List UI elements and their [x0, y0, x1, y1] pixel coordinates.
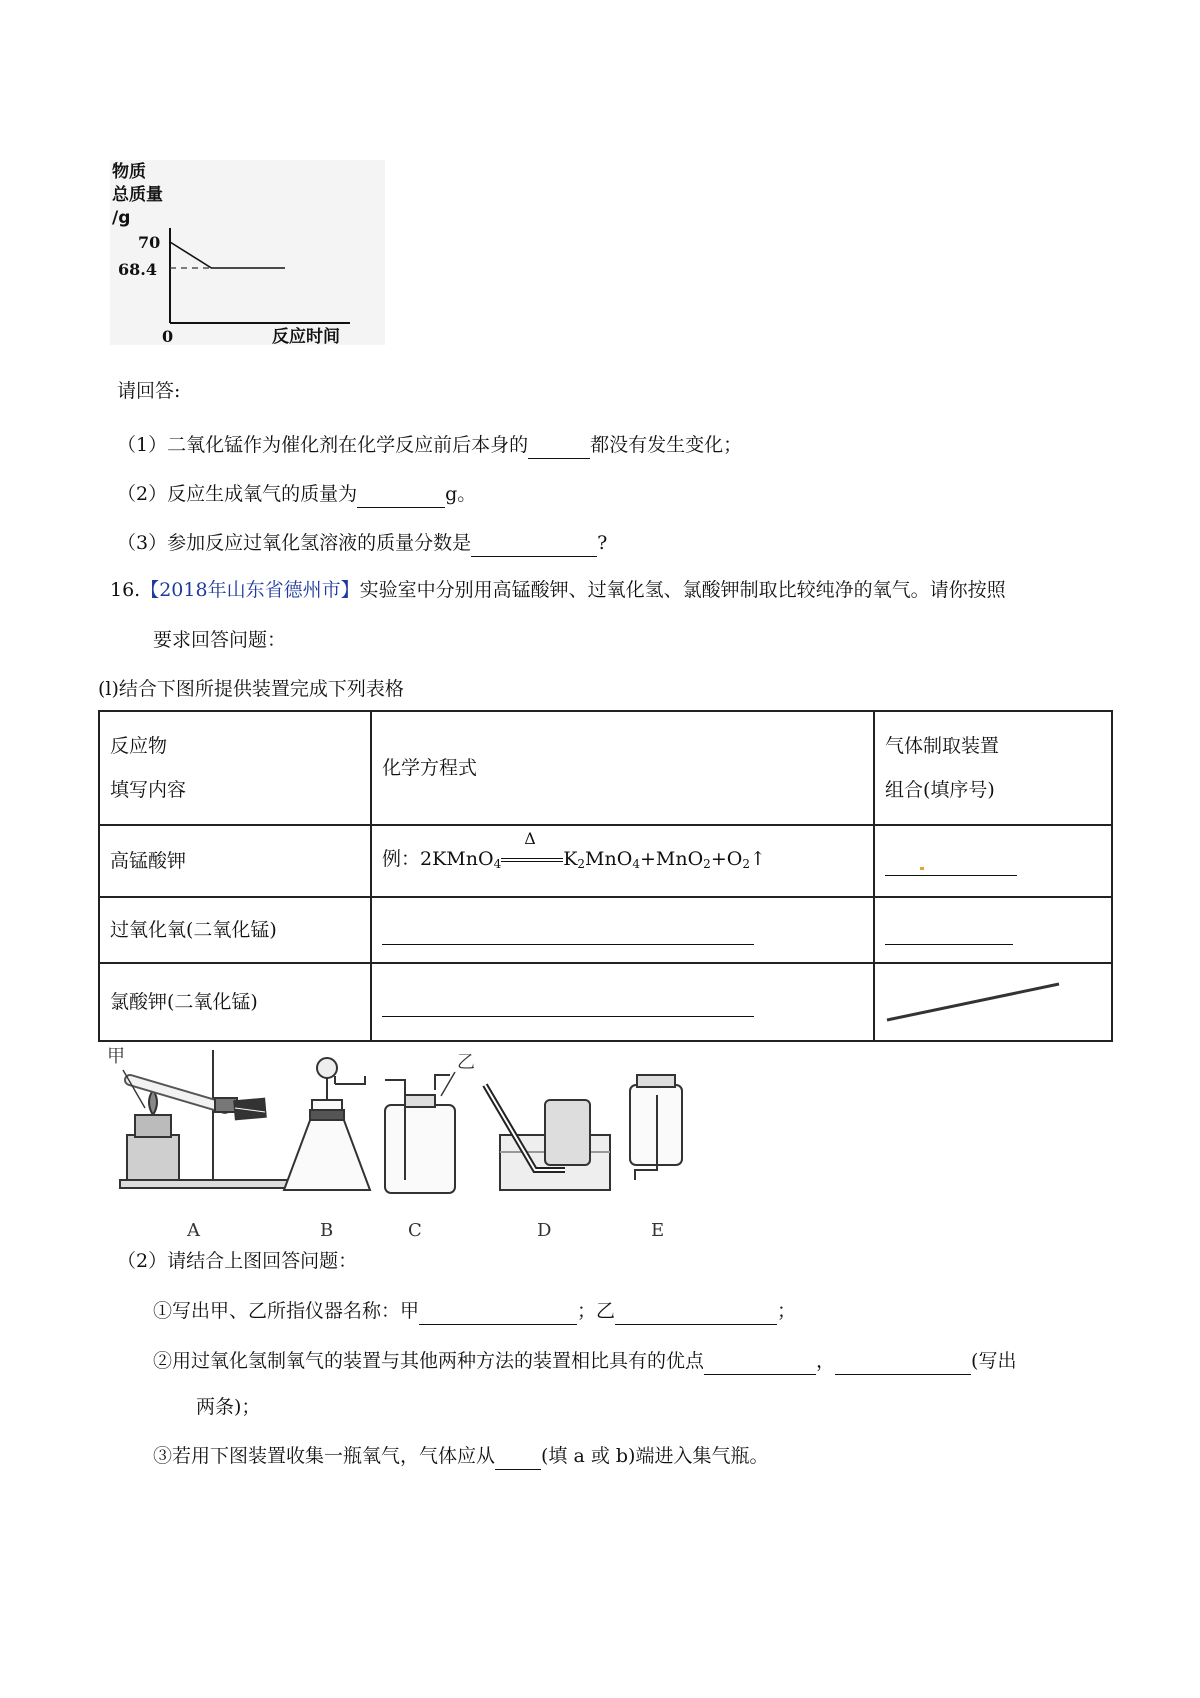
row1-eq-prefix: 例：2KMnO	[382, 847, 494, 870]
answer-blank-1[interactable]	[528, 432, 590, 459]
answer-blank-2[interactable]	[357, 481, 445, 508]
question-16-number: 16.	[110, 579, 141, 601]
question-3-tail: ?	[597, 532, 608, 554]
row1-reactant: 高锰酸钾	[99, 825, 371, 897]
header-apparatus	[874, 711, 1112, 825]
row1-eq-sub: 2	[577, 856, 586, 871]
label-d: D	[537, 1220, 552, 1240]
question-2-text: （2）反应生成氧气的质量为	[117, 483, 358, 505]
answer-blank-ab[interactable]	[495, 1443, 541, 1470]
question-2	[117, 481, 476, 508]
lab-apparatus-figure	[105, 1040, 805, 1240]
apparatus-d	[485, 1085, 610, 1190]
question-2-2-text: ②用过氧化氢制氧气的装置与其他两种方法的装置相比具有的优点	[153, 1350, 705, 1372]
chart-ylabel-line3: /g	[112, 208, 131, 228]
apparatus-b	[284, 1058, 370, 1190]
question-2-2-line2: 两条)；	[196, 1396, 261, 1418]
row2-apparatus-cell	[874, 897, 1112, 963]
chart-origin-label: 0	[162, 327, 174, 345]
part-2-heading: （2）请结合上图回答问题：	[117, 1250, 358, 1272]
row2-equation-blank[interactable]	[382, 918, 754, 945]
table-row	[99, 825, 1112, 897]
question-2-1-tail: ；	[777, 1300, 797, 1322]
row1-eq-plus-mno: +MnO	[639, 847, 704, 870]
chart-ylabel-line1: 物质	[112, 162, 146, 182]
row1-eq-k: K	[563, 847, 578, 870]
row1-eq-sub: 2	[742, 856, 750, 871]
part-1-heading: (l)结合下图所提供装置完成下列表格	[98, 678, 404, 700]
table-row	[99, 963, 1112, 1041]
question-3-text: （3）参加反应过氧化氢溶液的质量分数是	[117, 532, 472, 554]
question-2-2-tail: (写出	[971, 1350, 1017, 1372]
label-jia: 甲	[107, 1046, 125, 1067]
row3-reactant: 氯酸钾(二氧化锰)	[99, 963, 371, 1041]
question-2-3-text: ③若用下图装置收集一瓶氧气，气体应从	[153, 1445, 496, 1467]
row2-reactant: 过氧化氧(二氧化锰)	[99, 897, 371, 963]
question-2-tail: g。	[445, 483, 477, 505]
question-2-3-tail: (填 a 或 b)端进入集气瓶。	[541, 1445, 769, 1467]
chart-xlabel: 反应时间	[272, 327, 340, 345]
header-reactant-line1: 反应物	[110, 735, 168, 757]
apparatus-c	[385, 1075, 455, 1193]
question-16-text: 实验室中分别用高锰酸钾、过氧化氢、氯酸钾制取比较纯净的氧气。请你按照	[359, 579, 1006, 601]
question-2-2-mid: ，	[816, 1350, 836, 1372]
row2-apparatus-blank[interactable]	[885, 918, 1013, 945]
question-16-text-line2: 要求回答问题：	[153, 629, 287, 651]
row1-apparatus-blank[interactable]	[885, 849, 1017, 876]
label-c: C	[408, 1220, 422, 1240]
header-equation: 化学方程式	[371, 711, 874, 825]
orange-dot	[920, 867, 924, 870]
intro-text: 请回答:	[117, 380, 181, 402]
row3-apparatus-cell	[874, 963, 1112, 1041]
label-yi: 乙	[457, 1052, 475, 1073]
apparatus-e	[630, 1075, 682, 1180]
answer-blank-3[interactable]	[471, 530, 597, 557]
row1-eq-o: +O	[710, 847, 743, 870]
row1-eq-mno: MnO	[585, 847, 633, 870]
question-1-tail: 都没有发生变化；	[590, 434, 743, 456]
table-row	[99, 897, 1112, 963]
delta-symbol: Δ	[524, 828, 536, 848]
label-a: A	[187, 1220, 200, 1240]
row1-eq-sub: 4	[632, 856, 640, 871]
row1-eq-sub: 2	[703, 856, 711, 871]
header-apparatus-line1: 气体制取装置	[885, 735, 1000, 757]
row3-slash-line	[883, 978, 1065, 1026]
answer-blank-advantage-1[interactable]	[704, 1348, 816, 1375]
question-2-1-mid: ；乙	[577, 1300, 616, 1322]
table-header-row	[99, 711, 1112, 825]
chart-ylabel-line2: 总质量	[112, 185, 163, 205]
answer-blank-jia[interactable]	[419, 1298, 577, 1325]
heat-condition	[501, 828, 563, 870]
question-2-2	[153, 1348, 1016, 1375]
row1-equation	[371, 825, 874, 897]
header-reactant	[99, 711, 371, 825]
apparatus-a	[120, 1050, 305, 1188]
header-reactant-line2: 填写内容	[110, 779, 187, 801]
row1-eq-sub: 4	[493, 856, 502, 871]
answer-blank-advantage-2[interactable]	[835, 1348, 971, 1375]
label-b: B	[320, 1220, 334, 1240]
question-2-1-text: ①写出甲、乙所指仪器名称：甲	[153, 1300, 420, 1322]
answer-blank-yi[interactable]	[615, 1298, 777, 1325]
row1-apparatus-cell	[874, 825, 1112, 897]
question-16-source: 【2018年山东省德州市】	[140, 579, 360, 601]
label-e: E	[651, 1220, 665, 1240]
header-apparatus-line2: 组合(填序号)	[885, 779, 995, 801]
question-3	[117, 530, 607, 557]
chart-ytick-68-4: 68.4	[118, 260, 157, 279]
question-2-3	[153, 1443, 768, 1470]
equals-bar	[501, 858, 563, 862]
chart-ytick-70: 70	[138, 233, 161, 252]
question-2-1	[153, 1298, 796, 1325]
mass-time-chart	[110, 160, 385, 345]
gas-arrow: ↑	[749, 847, 766, 870]
row3-equation-blank[interactable]	[382, 990, 754, 1017]
question-1-text: （1）二氧化锰作为催化剂在化学反应前后本身的	[117, 434, 529, 456]
reaction-table	[98, 710, 1113, 1042]
question-1	[117, 432, 742, 459]
row2-equation-cell	[371, 897, 874, 963]
row3-equation-cell	[371, 963, 874, 1041]
question-16	[110, 577, 1006, 603]
